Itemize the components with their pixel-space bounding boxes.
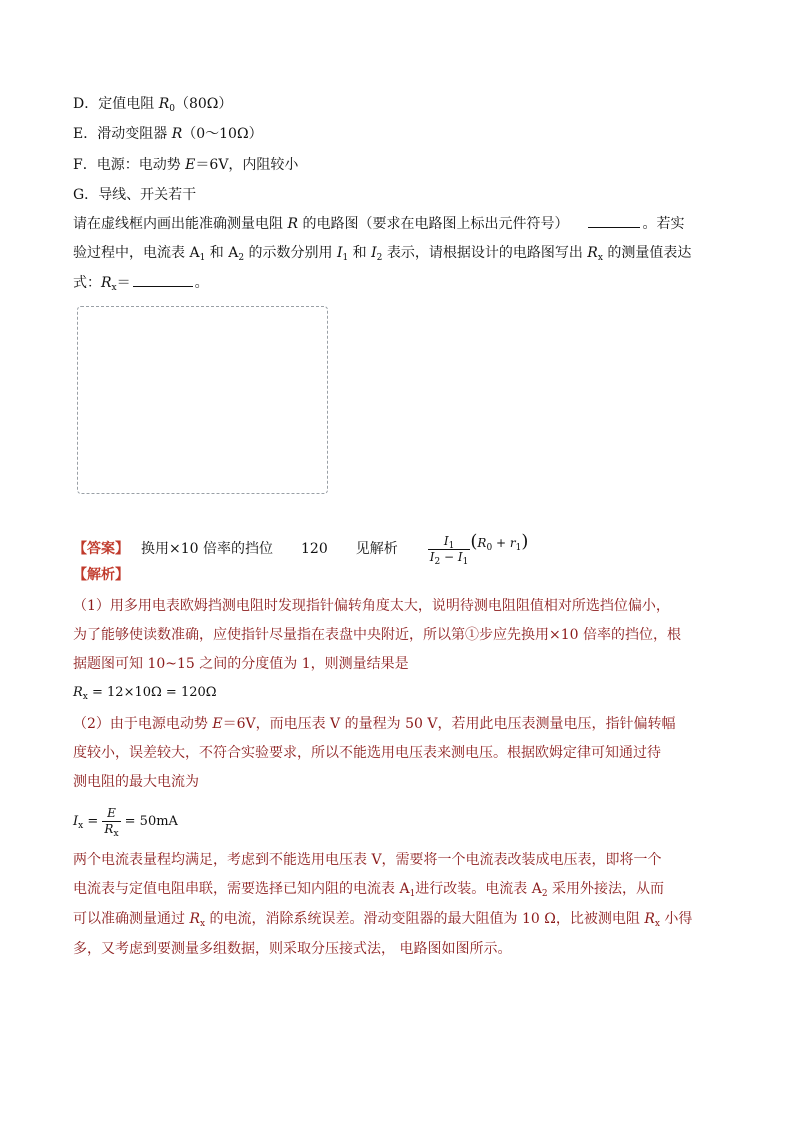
analysis-p2-line-2: 度较小，误差较大，不符合实验要求，所以不能选用电压表来测电压。根据欧姆定律可知通过待	[73, 745, 661, 761]
question-line-2: 验过程中，电流表 $A_1$ 和 $A_2$ 的示数分别用 $I_1$ 和 $I_2$ 表示，请根据设计的电路图写出 $R_x$ 的测量值表达	[73, 245, 692, 263]
answer-paren-expr: $(R_0 + r_1)$	[470, 531, 529, 553]
question-line-3: 式：$R_x=$ 。	[73, 275, 209, 293]
equation-2: $I_x$ = $\frac{E}{R_x}$ = 50mA	[73, 806, 178, 839]
analysis-p2-line-1: （2）由于电源电动势 E＝6V，而电压表 V 的量程为 50 V，若用此电压表测量电压，指针偏转幅	[73, 716, 676, 732]
answer-blank-circuit[interactable]	[588, 227, 640, 228]
analysis-p3-line-4: 多，又考虑到要测量多组数据，则采取分压接式法， 电路图如图所示。	[73, 941, 512, 957]
option-e: E．滑动变阻器 R（0～10Ω）	[73, 126, 263, 142]
option-g: G．导线、开关若干	[73, 187, 197, 203]
answer-part-2: 120	[301, 541, 328, 557]
option-f: F．电源：电动势 E＝6V，内阻较小	[73, 157, 299, 173]
answer-part-1: 换用×10 倍率的挡位	[141, 541, 273, 557]
answer-label: 【答案】	[73, 541, 129, 557]
analysis-p3-line-1: 两个电流表量程均满足，考虑到不能选用电压表 V，需要将一个电流表改装成电压表，即将一个	[73, 852, 662, 868]
analysis-p1-line-1: （1）用多用电表欧姆挡测电阻时发现指针偏转角度太大，说明待测电阻阻值相对所选挡位偏小，	[73, 598, 670, 614]
analysis-p3-line-3: 可以准确测量通过 $R_x$ 的电流，消除系统误差。滑动变阻器的最大阻值为 10 Ω，比被测电阻 $R_x$ 小得	[73, 911, 693, 929]
analysis-label: 【解析】	[73, 567, 129, 583]
analysis-p2-line-3: 测电阻的最大电流为	[73, 774, 199, 790]
answer-blank-expression[interactable]	[133, 286, 193, 287]
answer-fraction: $\frac{I_1}{I_2 - I_1}$	[429, 533, 469, 567]
question-line-1: 请在虚线框内画出能准确测量电阻 R 的电路图（要求在电路图上标出元件符号） 。若实	[73, 216, 685, 232]
analysis-p3-line-2: 电流表与定值电阻串联，需要选择已知内阻的电流表 $A_1$进行改装。电流表 $A_2$ 采用外接法，从而	[73, 881, 665, 899]
analysis-p1-line-2: 为了能够使读数准确，应使指针尽量指在表盘中央附近，所以第①步应先换用×10 倍率的挡位，根	[73, 627, 681, 643]
option-d: D．定值电阻 $R_0(80\Omega)$	[73, 96, 233, 114]
answer-line	[73, 520, 529, 567]
equation-2-fraction: $\frac{E}{R_x}$	[104, 806, 119, 839]
answer-part-3: 见解析	[355, 541, 398, 557]
circuit-drawing-box[interactable]	[77, 306, 328, 494]
analysis-p1-line-3: 据题图可知 10~15 之间的分度值为 1，则测量结果是	[73, 656, 409, 672]
equation-1: $R_x = 12\times 10\Omega = 120\Omega$	[73, 685, 217, 702]
